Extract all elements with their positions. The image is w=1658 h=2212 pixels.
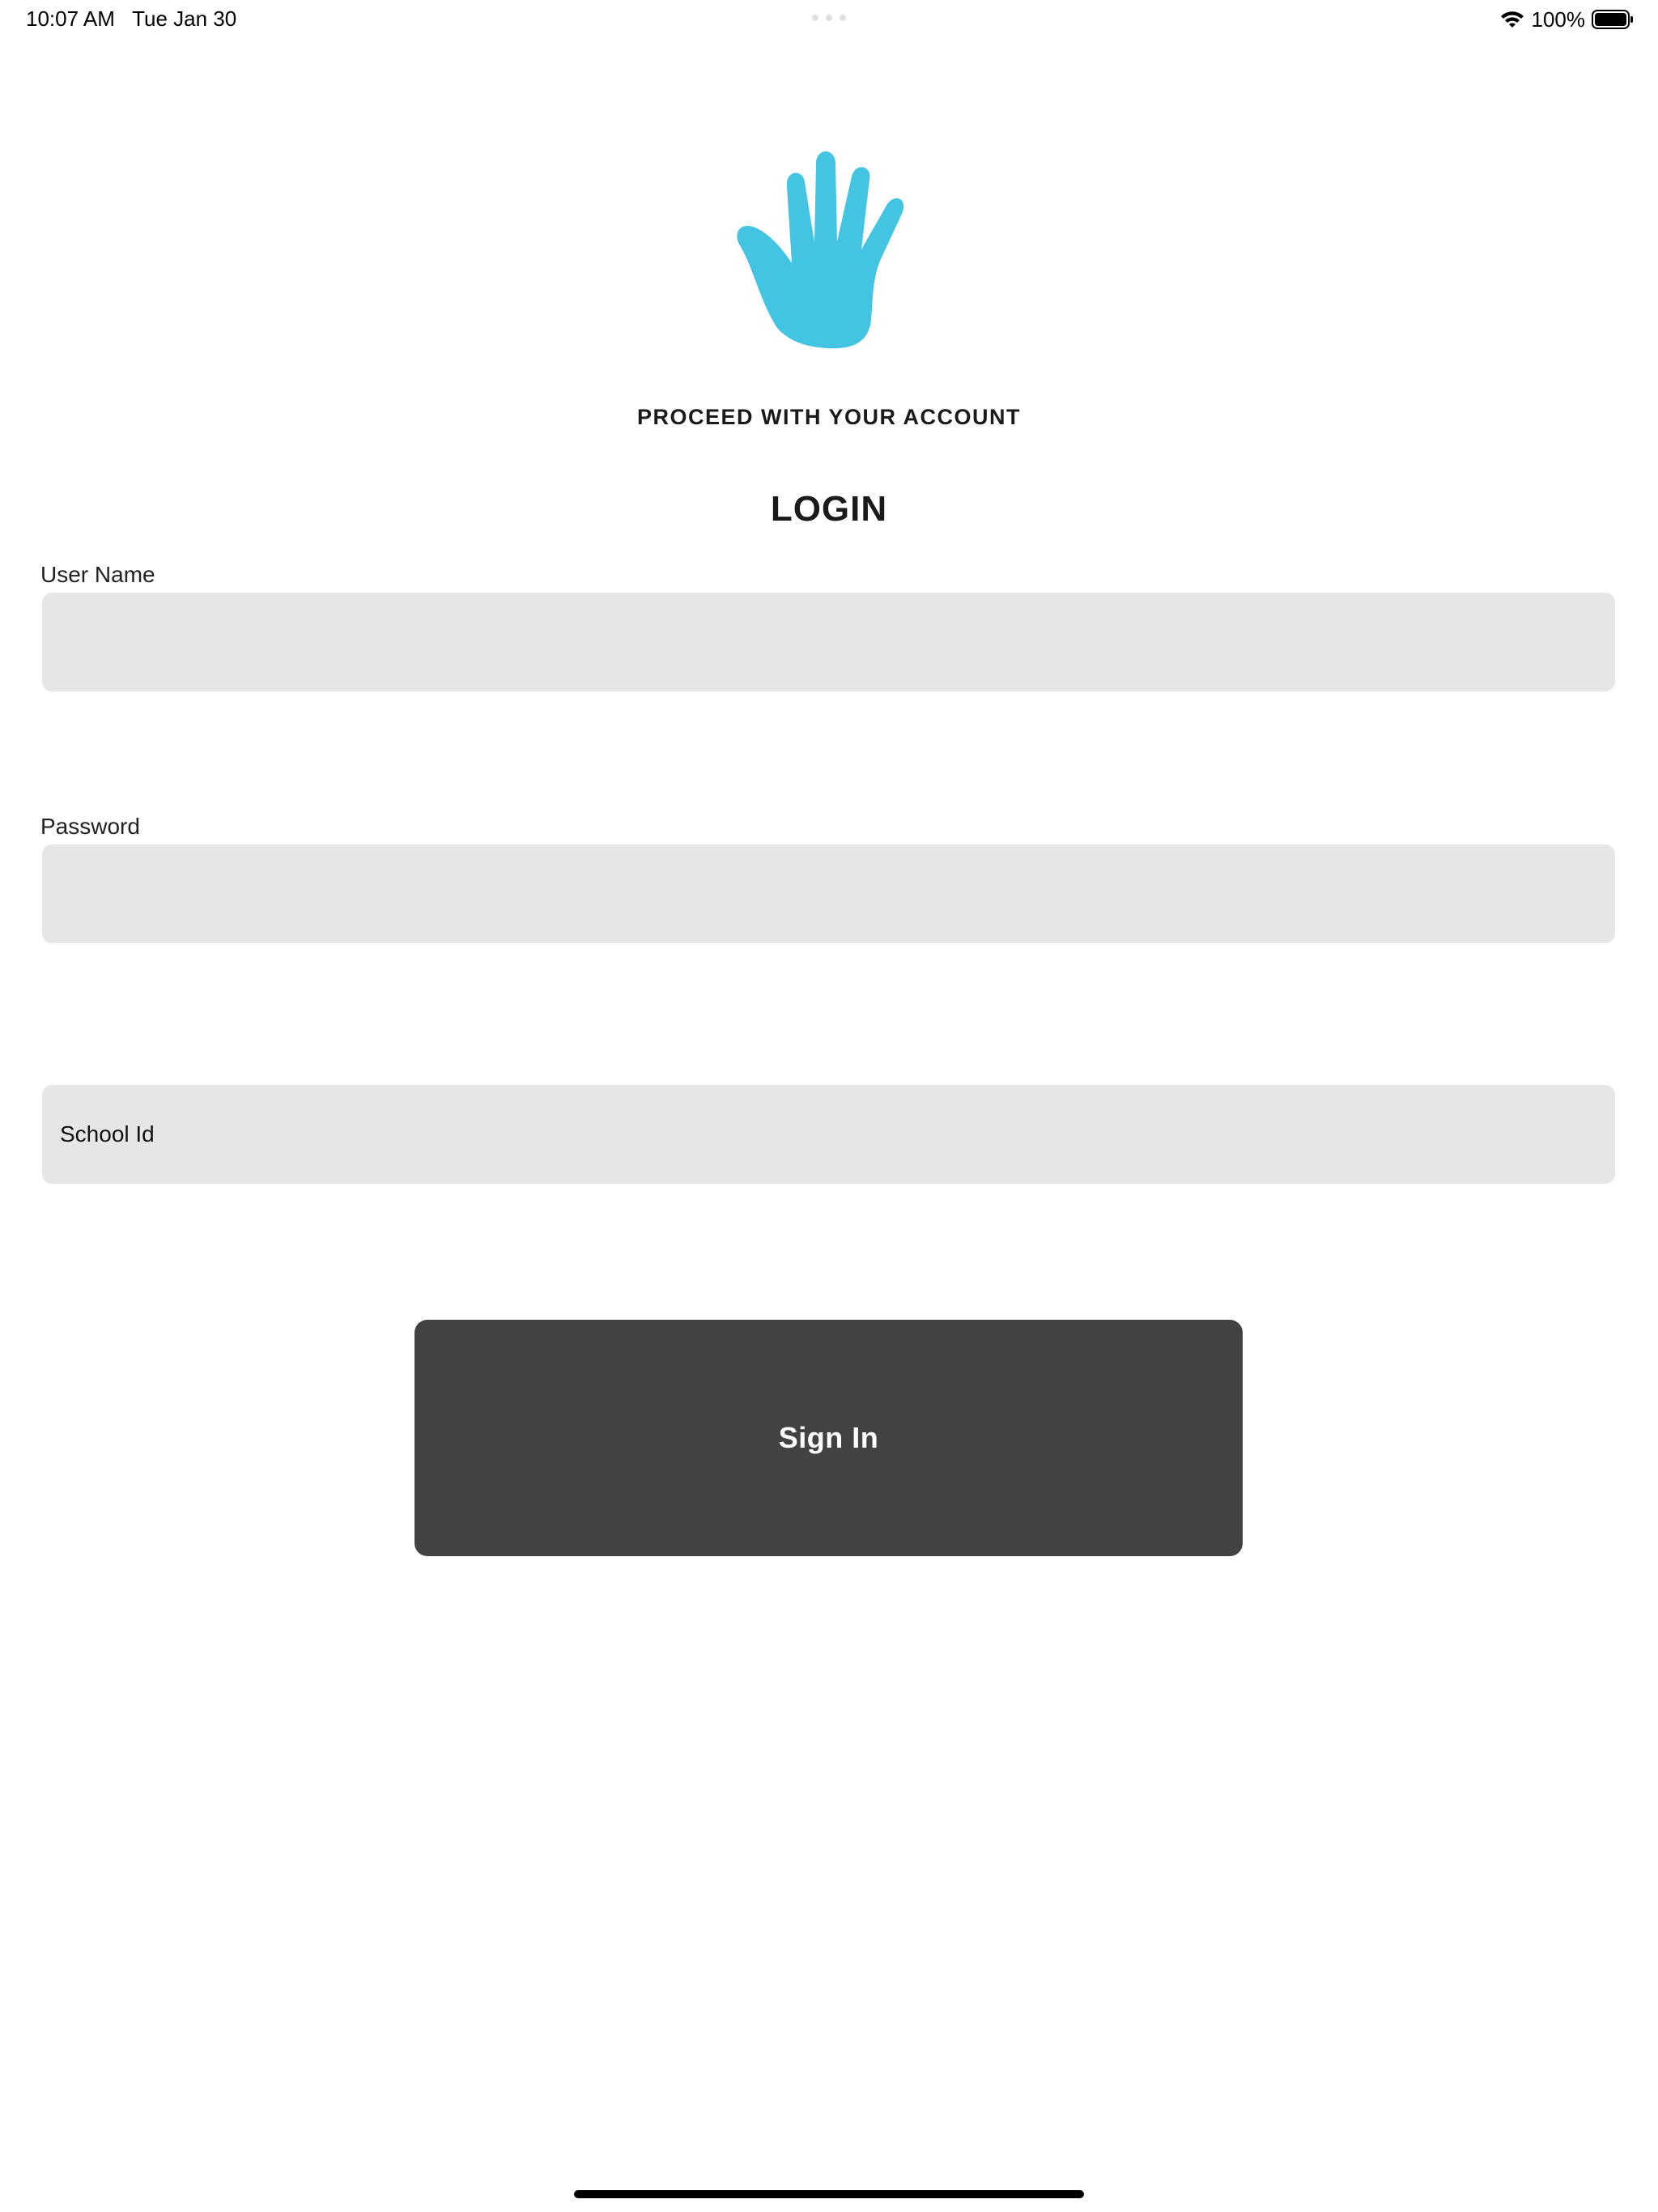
status-indicators [1499, 6, 1635, 32]
password-input[interactable] [42, 844, 1615, 943]
dot [840, 15, 846, 21]
page-title: LOGIN [770, 489, 888, 529]
username-label: User Name [40, 562, 155, 587]
sign-in-button[interactable]: Sign In [414, 1320, 1243, 1556]
battery-full-icon [1592, 9, 1634, 30]
page-subtitle: PROCEED WITH YOUR ACCOUNT [636, 405, 1021, 429]
dot [812, 15, 818, 21]
dot [826, 15, 832, 21]
status-bar [0, 0, 1658, 39]
hand-icon [729, 146, 923, 356]
battery-percent: 100% [1531, 6, 1585, 32]
username-input[interactable] [42, 593, 1615, 691]
status-time: 10:07 AM [26, 6, 115, 31]
status-date: Tue Jan 30 [132, 6, 237, 31]
school-id-input[interactable] [42, 1085, 1615, 1184]
status-time-date [26, 6, 236, 32]
password-label: Password [40, 814, 140, 839]
home-indicator[interactable] [574, 2190, 1084, 2198]
wifi-icon [1499, 10, 1525, 29]
multitasking-handle[interactable] [812, 15, 846, 21]
